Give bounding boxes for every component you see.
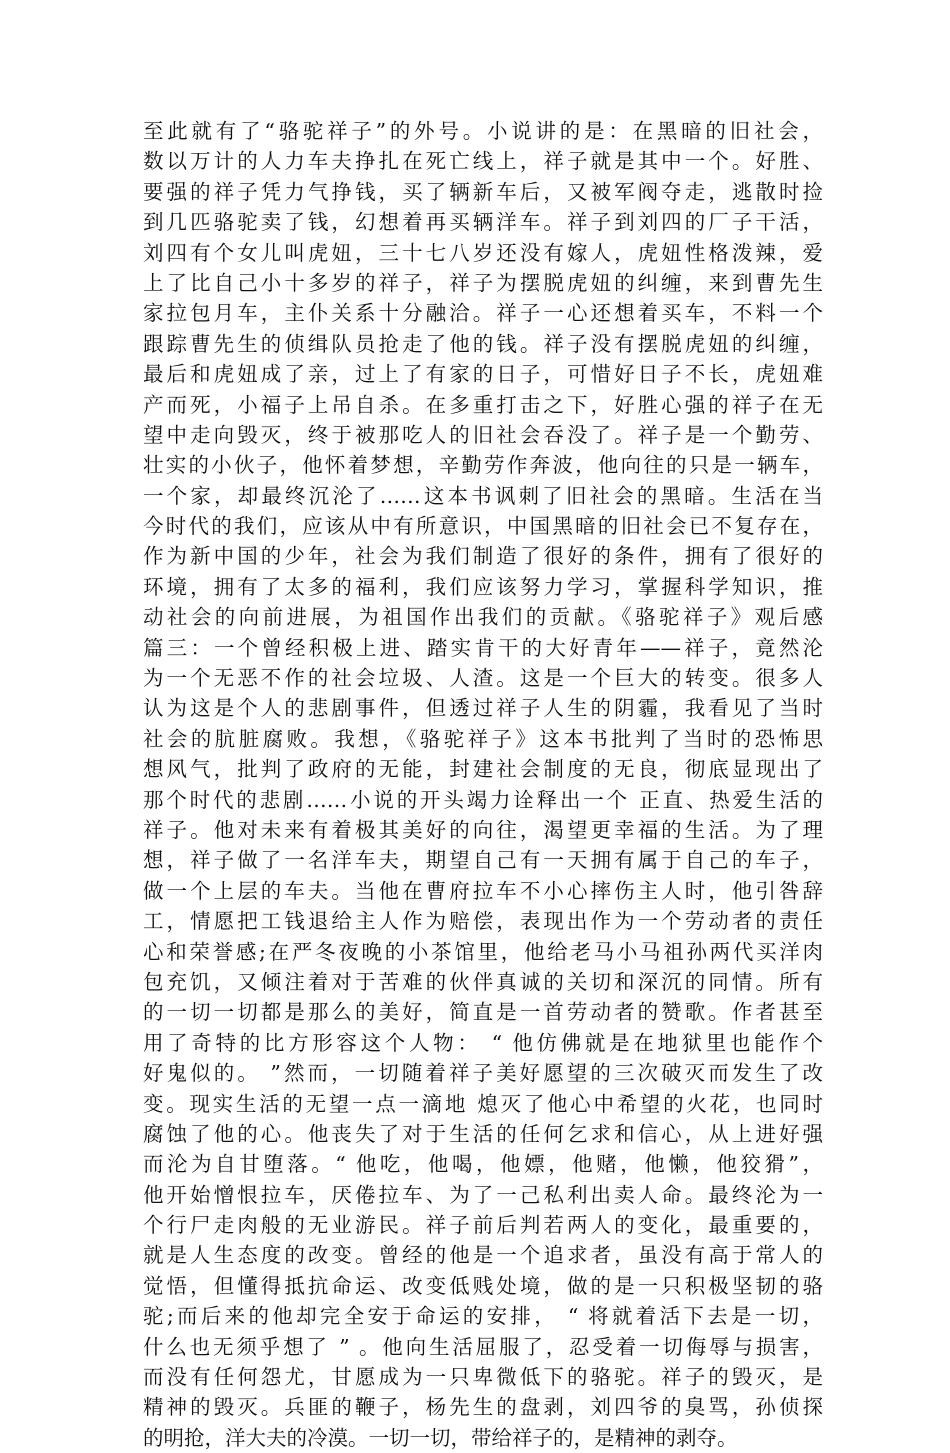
text-line: 望中走向毁灭，终于被那吃人的旧社会吞没了。祥子是一个勤劳、 bbox=[143, 422, 823, 447]
text-line: 祥子。他对未来有着极其美好的向往，渴望更幸福的生活。为了理 bbox=[143, 817, 823, 842]
text-line: 一个家，却最终沉沦了……这本书讽刺了旧社会的黑暗。生活在当 bbox=[143, 483, 823, 508]
text-line: 数以万计的人力车夫挣扎在死亡线上，祥子就是其中一个。好胜、 bbox=[143, 149, 823, 174]
text-line: 精神的毁灭。兵匪的鞭子，杨先生的盘剥，刘四爷的臭骂，孙侦探 bbox=[143, 1395, 823, 1420]
text-line: 那个时代的悲剧……小说的开头竭力诠释出一个 正直、热爱生活的 bbox=[143, 787, 823, 812]
text-line: 变。现实生活的无望一点一滴地 熄灭了他心中希望的火花，也同时 bbox=[143, 1091, 823, 1116]
text-line: 想，祥子做了一名洋车夫，期望自己有一天拥有属于自己的车子， bbox=[143, 848, 823, 873]
text-line: 的明抢，洋大夫的冷漠。一切一切，带给祥子的，是精神的剥夺。 bbox=[143, 1425, 738, 1450]
text-line: 用了奇特的比方形容这个人物： “ 他仿佛就是在地狱里也能作个 bbox=[143, 1030, 823, 1055]
text-line: 工，情愿把工钱退给主人作为赔偿，表现出作为一个劳动者的责任 bbox=[143, 909, 823, 934]
text-line: 刘四有个女儿叫虎妞，三十七八岁还没有嫁人，虎妞性格泼辣，爱 bbox=[143, 240, 823, 265]
text-line: 壮实的小伙子，他怀着梦想，辛勤劳作奔波，他向往的只是一辆车， bbox=[143, 453, 823, 478]
text-line: 觉悟，但懂得抵抗命运、改变低贱处境，做的是一只积极坚韧的骆 bbox=[143, 1273, 823, 1298]
text-line: 要强的祥子凭力气挣钱，买了辆新车后，又被军阀夺走，逃散时捡 bbox=[143, 179, 823, 204]
body-text bbox=[143, 116, 823, 1453]
text-line: 好鬼似的。 ”然而，一切随着祥子美好愿望的三次破灭而发生了改 bbox=[143, 1061, 823, 1086]
text-line: 今时代的我们，应该从中有所意识，中国黑暗的旧社会已不复存在， bbox=[143, 514, 823, 539]
text-line: 个行尸走肉般的无业游民。祥子前后判若两人的变化，最重要的， bbox=[143, 1213, 823, 1238]
text-line: 为一个无恶不作的社会垃圾、人渣。这是一个巨大的转变。很多人 bbox=[143, 666, 823, 691]
text-line: 心和荣誉感;在严冬夜晚的小茶馆里，他给老马小马祖孙两代买洋肉 bbox=[143, 939, 823, 964]
text-line: 什么也无须乎想了 ” 。他向生活屈服了，忍受着一切侮辱与损害， bbox=[143, 1334, 823, 1359]
text-line: 作为新中国的少年，社会为我们制造了很好的条件，拥有了很好的 bbox=[143, 544, 823, 569]
text-line: 上了比自己小十多岁的祥子，祥子为摆脱虎妞的纠缠，来到曹先生 bbox=[143, 270, 823, 295]
text-line: 最后和虎妞成了亲，过上了有家的日子，可惜好日子不长，虎妞难 bbox=[143, 362, 823, 387]
text-line: 家拉包月车，主仆关系十分融洽。祥子一心还想着买车，不料一个 bbox=[143, 301, 823, 326]
text-line: 动社会的向前进展，为祖国作出我们的贡献。《骆驼祥子》观后感 bbox=[143, 605, 823, 630]
text-line: 跟踪曹先生的侦缉队员抢走了他的钱。祥子没有摆脱虎妞的纠缠， bbox=[143, 331, 823, 356]
text-line: 到几匹骆驼卖了钱，幻想着再买辆洋车。祥子到刘四的厂子干活， bbox=[143, 210, 823, 235]
text-line: 而没有任何怨尤，甘愿成为一只卑微低下的骆驼。祥子的毁灭，是 bbox=[143, 1365, 823, 1390]
text-line: 篇三：一个曾经积极上进、踏实肯干的大好青年——祥子，竟然沦 bbox=[143, 635, 823, 660]
text-line: 而沦为自甘堕落。“ 他吃，他喝，他嫖，他赌，他懒，他狡猾”， bbox=[143, 1152, 823, 1177]
text-line: 想风气，批判了政府的无能，封建社会制度的无良，彻底显现出了 bbox=[143, 757, 823, 782]
text-line: 驼;而后来的他却完全安于命运的安排， “ 将就着活下去是一切， bbox=[143, 1304, 823, 1329]
text-line: 包充饥，又倾注着对于苦难的伙伴真诚的关切和深沉的同情。所有 bbox=[143, 969, 823, 994]
text-line: 产而死，小福子上吊自杀。在多重打击之下，好胜心强的祥子在无 bbox=[143, 392, 823, 417]
text-line: 他开始憎恨拉车，厌倦拉车、为了一己私利出卖人命。最终沦为一 bbox=[143, 1182, 823, 1207]
text-line: 就是人生态度的改变。曾经的他是一个追求者，虽没有高于常人的 bbox=[143, 1243, 823, 1268]
text-line: 腐蚀了他的心。他丧失了对于生活的任何乞求和信心，从上进好强 bbox=[143, 1121, 823, 1146]
text-line: 的一切一切都是那么的美好，简直是一首劳动者的赞歌。作者甚至 bbox=[143, 1000, 823, 1025]
text-line: 至此就有了“骆驼祥子”的外号。小说讲的是：在黑暗的旧社会， bbox=[143, 119, 823, 143]
text-line: 环境，拥有了太多的福利，我们应该努力学习，掌握科学知识，推 bbox=[143, 574, 823, 599]
text-line: 社会的肮脏腐败。我想，《骆驼祥子》这本书批判了当时的恐怖思 bbox=[143, 726, 823, 751]
text-line: 认为这是个人的悲剧事件，但透过祥子人生的阴霾，我看见了当时 bbox=[143, 696, 823, 721]
text-line: 做一个上层的车夫。当他在曹府拉车不小心摔伤主人时，他引咎辞 bbox=[143, 878, 823, 903]
